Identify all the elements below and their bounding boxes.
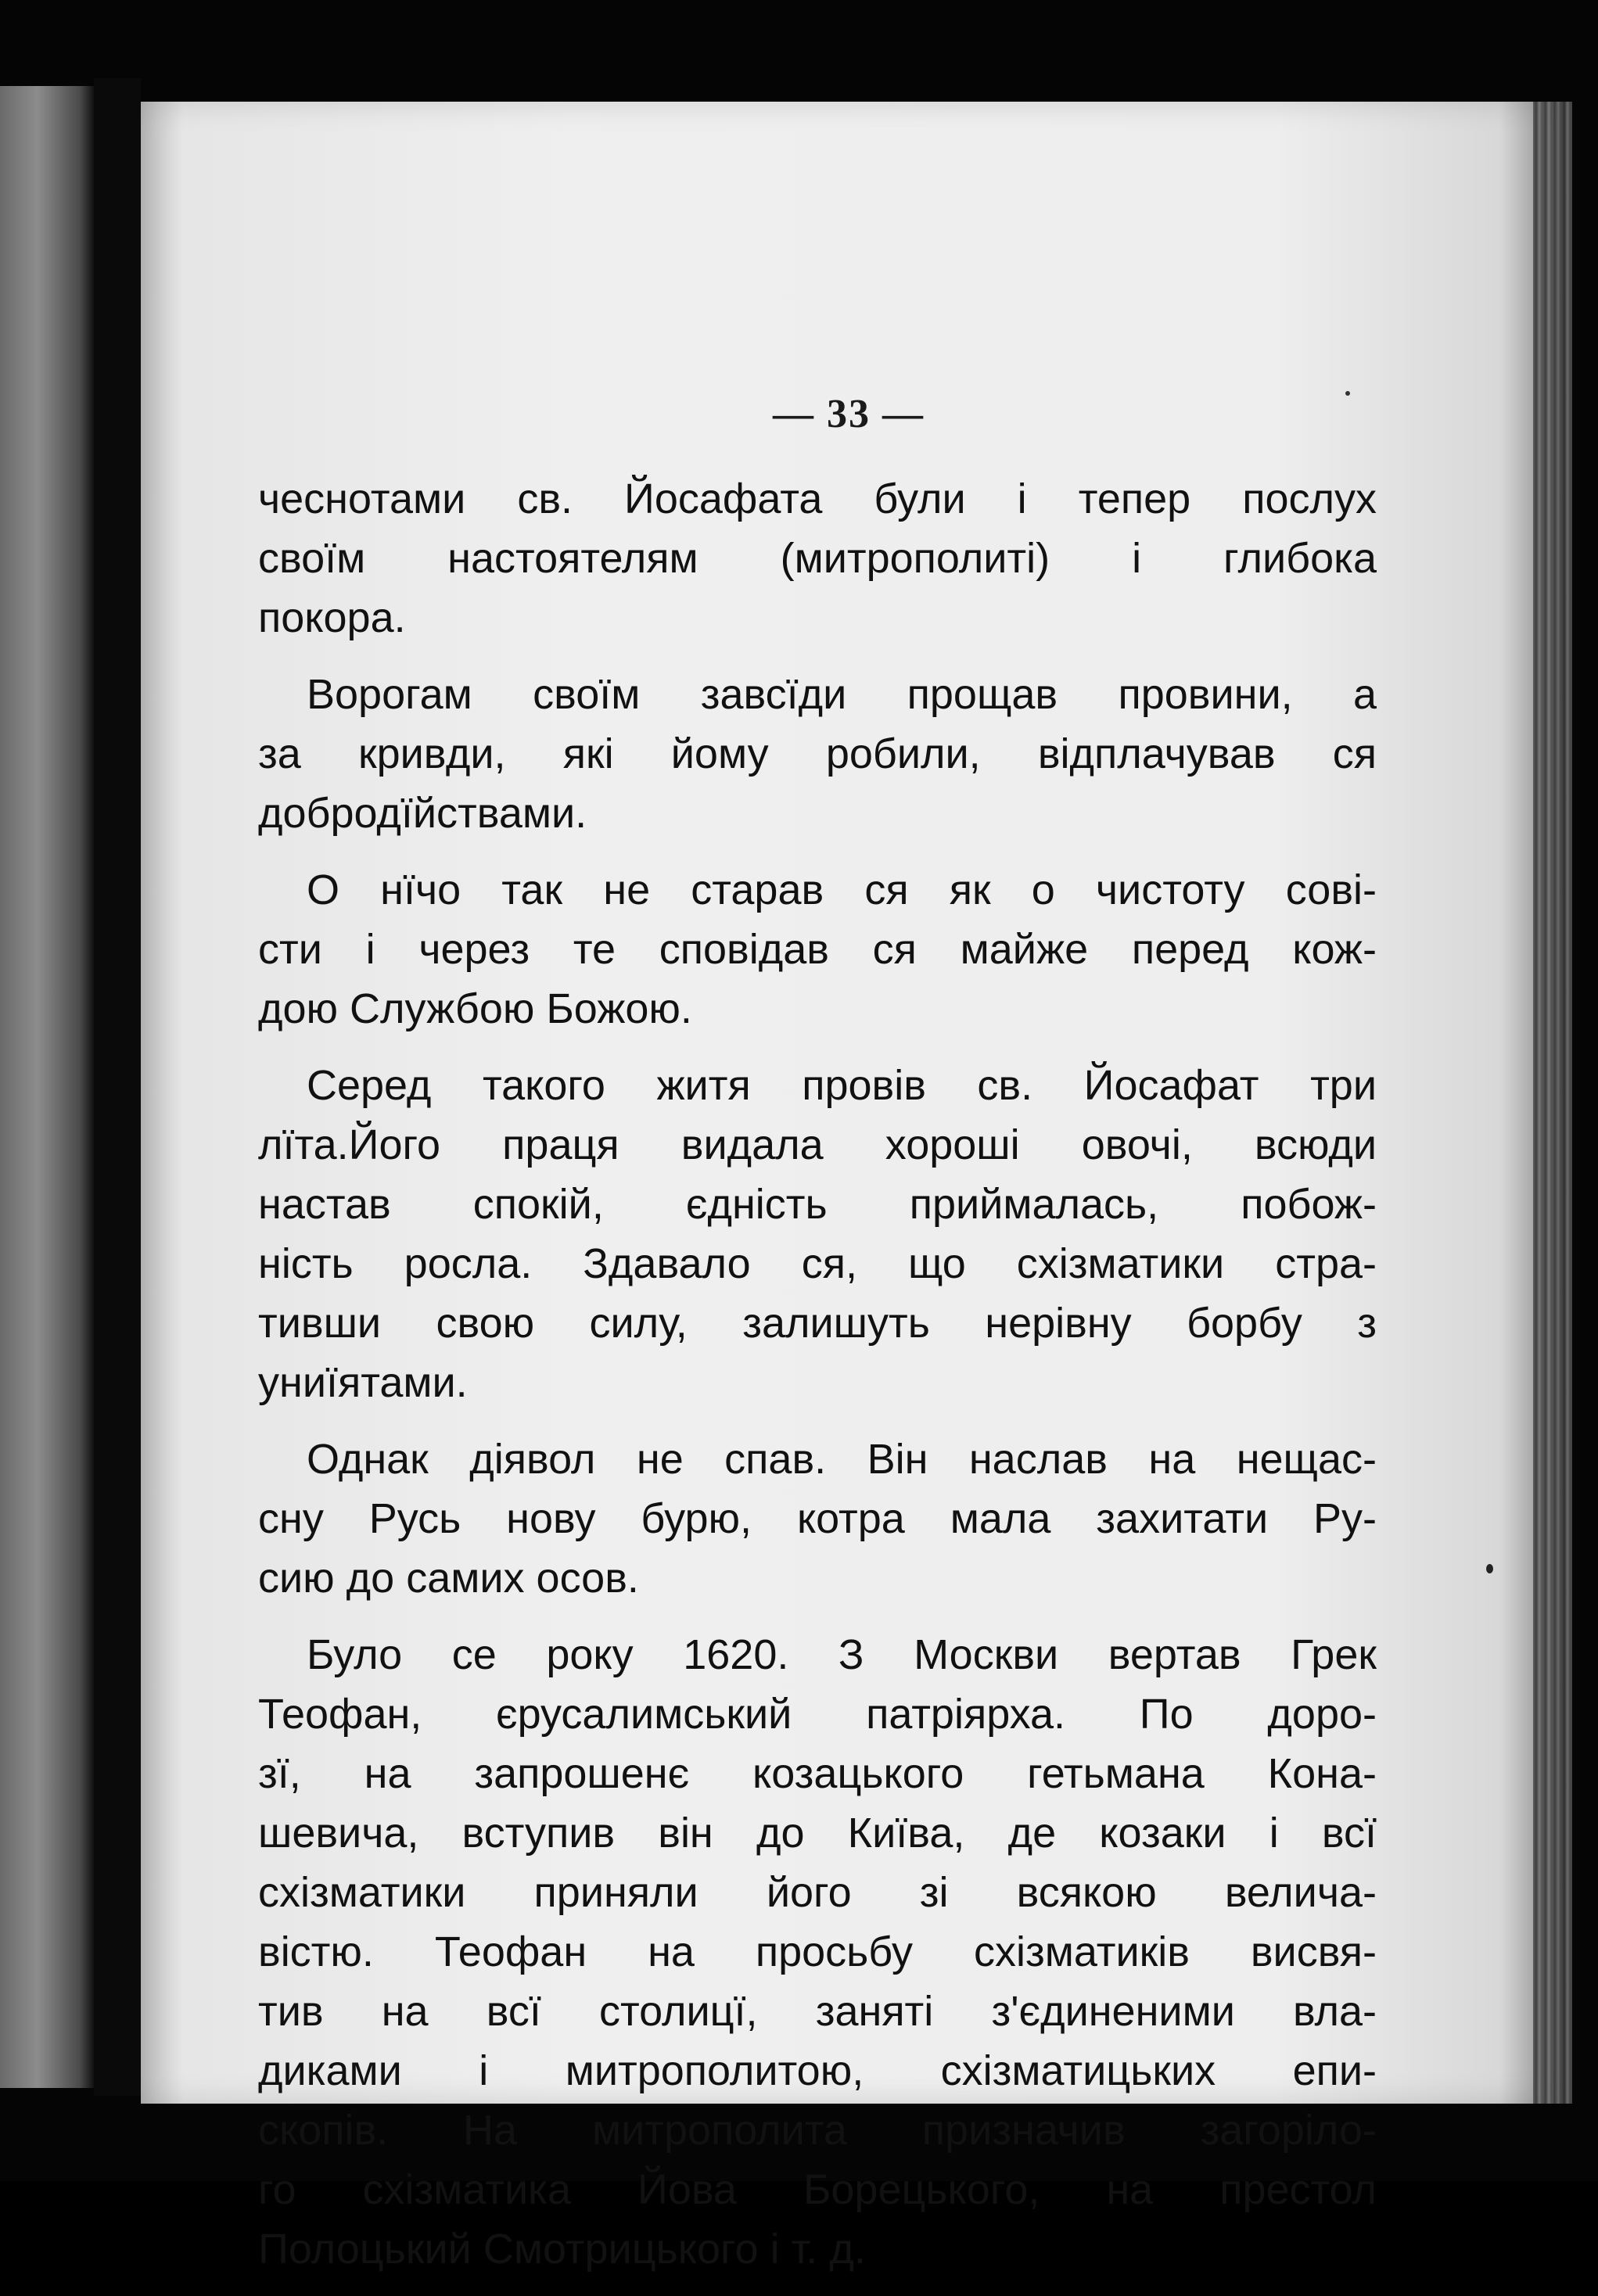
text-line: покора. bbox=[258, 594, 406, 641]
text-line: лїта.Його праця видала хороші овочі, всюди bbox=[258, 1121, 1377, 1168]
paper-speck bbox=[1486, 1564, 1493, 1573]
text-line: сию до самих осов. bbox=[258, 1555, 639, 1602]
paragraph bbox=[258, 469, 1377, 648]
text-line: сну Русь нову бурю, котра мала захитати Ру- bbox=[258, 1495, 1377, 1542]
text-line: сти і через те сповідав ся майже перед кож- bbox=[258, 926, 1377, 973]
text-line: Було се року 1620. З Москви вертав Грек bbox=[307, 1631, 1377, 1678]
text-line: за кривди, які йому робили, відплачував ся bbox=[258, 730, 1377, 777]
text-line: скопів. На митрополита призначив загоріло- bbox=[258, 2107, 1377, 2154]
text-line: добродїйствами. bbox=[258, 790, 587, 837]
text-line: диками і митрополитою, схізматицьких епи- bbox=[258, 2047, 1377, 2094]
body-text bbox=[258, 469, 1377, 2296]
page-stack-edge bbox=[1533, 102, 1572, 2104]
paragraph bbox=[258, 860, 1377, 1039]
text-line: чеснотами св. Йосафата були і тепер послух bbox=[258, 475, 1377, 522]
book-page bbox=[141, 102, 1557, 2273]
text-line: шевича, вступив він до Київа, де козаки і всї bbox=[258, 1810, 1377, 1857]
text-line: го схізматика Йова Борецького, на престол bbox=[258, 2166, 1377, 2213]
text-line: своїм настоятелям (митрополиті) і глибока bbox=[258, 535, 1377, 582]
text-line: Однак діявол не спав. Він наслав на нещас- bbox=[307, 1436, 1377, 1483]
facing-page-edge bbox=[0, 86, 94, 2088]
text-line: О нїчо так не старав ся як о чистоту сові- bbox=[307, 866, 1377, 913]
text-line: Полоцький Смотрицького і т. д. bbox=[258, 2226, 866, 2273]
text-line: Серед такого житя провів св. Йосафат три bbox=[307, 1062, 1377, 1109]
paper-speck bbox=[1345, 391, 1350, 396]
paragraph bbox=[258, 1056, 1377, 1412]
text-line: тив на всї столицї, заняті з'єдиненими вла- bbox=[258, 1988, 1377, 2035]
paragraph bbox=[258, 1430, 1377, 1608]
paragraph bbox=[258, 665, 1377, 843]
text-line: дою Службою Божою. bbox=[258, 985, 692, 1032]
text-line: вістю. Теофан на просьбу схізматиків висвя- bbox=[258, 1928, 1377, 1975]
text-line: ність росла. Здавало ся, що схізматики стра- bbox=[258, 1240, 1377, 1287]
page-number: — 33 — bbox=[773, 392, 925, 436]
text-line: схізматики приняли його зі всякою велича- bbox=[258, 1869, 1377, 1916]
text-line: зї, на запрошенє козацького гетьмана Кона- bbox=[258, 1750, 1377, 1797]
book-gutter bbox=[94, 78, 141, 2096]
text-line: униїятами. bbox=[258, 1359, 468, 1406]
text-line: настав спокій, єдність приймалась, побож- bbox=[258, 1181, 1377, 1228]
text-line: Теофан, єрусалимський патріярха. По доро- bbox=[258, 1691, 1377, 1738]
text-line: Ворогам своїм завсїди прощав провини, а bbox=[307, 671, 1377, 718]
text-line: тивши свою силу, залишуть нерівну борбу з bbox=[258, 1300, 1377, 1347]
